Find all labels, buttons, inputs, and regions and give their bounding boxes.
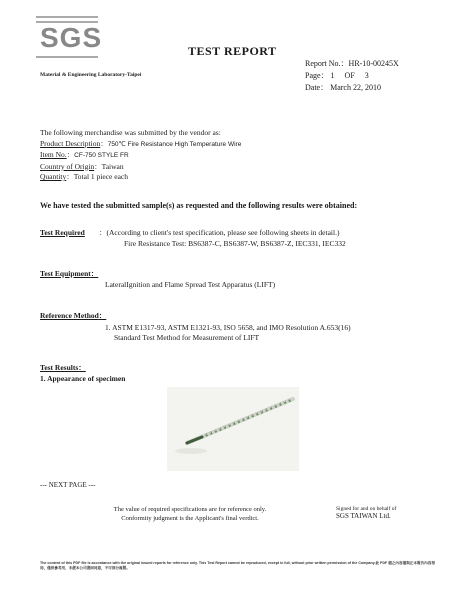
field-item-no: Item No.：CF-750 STYLE FR xyxy=(40,150,129,159)
logo-text: SGS xyxy=(40,22,103,53)
report-number: Report No.：HR-10-00245X xyxy=(305,59,399,68)
test-required-text: ：(According to client's test specification, please see following sheets in detail.) xyxy=(99,228,340,237)
signature-block xyxy=(336,506,396,520)
reference-note-line1: The value of required specifications are for reference only. xyxy=(113,506,267,513)
field-country-of-origin: Country of Origin：Taiwan xyxy=(40,161,124,171)
field-value: Taiwan xyxy=(101,161,124,171)
reference-note xyxy=(90,506,290,523)
field-value: 750℃ Fire Resistance High Temperature Wire xyxy=(107,140,242,148)
report-meta xyxy=(305,58,399,94)
field-quantity: Quantity：Total 1 piece each xyxy=(40,172,128,181)
test-equipment-label: Test Equipment xyxy=(40,269,91,278)
company-name: SGS TAIWAN Ltd. xyxy=(336,512,391,520)
merchandise-info xyxy=(40,128,241,183)
test-results-heading: Test Results： xyxy=(40,363,86,372)
test-equipment-text: LateralIgnition and Flame Spread Test Apparatus (LIFT) xyxy=(105,280,276,289)
wire-specimen-icon xyxy=(167,387,299,471)
sgs-logo xyxy=(36,16,103,60)
page-number: Page： 1 OF 3 xyxy=(305,71,369,80)
field-value: CF-750 STYLE FR xyxy=(74,152,129,159)
field-product-description: Product Description：750℃ Fire Resistance High Temperature Wire xyxy=(40,138,242,148)
test-required-standards: Fire Resistance Test: BS6387-C, BS6387-W, BS6387-Z, IEC331, IEC332 xyxy=(124,239,346,248)
reference-method-line2: Standard Test Method for Measurement of LIFT xyxy=(114,333,260,342)
field-value: Total 1 piece each xyxy=(73,172,128,181)
signed-on-behalf: Signed for and on behalf of xyxy=(336,506,397,512)
test-equipment-heading: Test Equipment： xyxy=(40,269,99,278)
reference-method-heading: Reference Method： xyxy=(40,311,107,320)
field-label: Product Description xyxy=(40,138,101,148)
pdf-disclaimer: The content of this PDF file is accordance with the original issued reports for reference only. This Test Report cannot be reproduced, except in full, without prior written permission of the Company.此 PDF 檔之內容僅與正本報告內容相同，僅供參考用，未經本公司書面同意，不可部分複製。 xyxy=(40,561,435,570)
appearance-of-specimen: 1. Appearance of specimen xyxy=(40,374,126,383)
results-statement: We have tested the submitted sample(s) as requested and the following results were obtained: xyxy=(40,201,358,210)
next-page-marker: --- NEXT PAGE --- xyxy=(40,481,96,489)
field-label: Item No. xyxy=(40,150,67,159)
field-label: Quantity xyxy=(40,172,67,181)
report-date: Date： March 22, 2010 xyxy=(305,83,381,92)
lab-name: Material & Engineering Laboratory-Taipei xyxy=(40,72,142,78)
test-required-heading xyxy=(40,228,85,237)
test-required-note: (According to client's test specification, please see following sheets in detail.) xyxy=(106,228,340,237)
test-required-label: Test Required xyxy=(40,228,85,237)
logo-bar-top xyxy=(36,16,98,18)
logo-bar-bottom xyxy=(36,56,98,58)
test-results-label: Test Results xyxy=(40,363,79,372)
field-label: Country of Origin xyxy=(40,161,95,171)
reference-method-line1: 1. ASTM E1317-93, ASTM E1321-93, ISO 5658, and IMO Resolution A.653(16) xyxy=(105,323,351,332)
intro-line: The following merchandise was submitted by the vendor as: xyxy=(40,128,221,137)
reference-method-label: Reference Method xyxy=(40,311,99,320)
reference-note-line2: Conformity judgment is the Applicant's final verdict. xyxy=(121,514,259,522)
wire-specimen-photo xyxy=(167,387,299,471)
report-title: TEST REPORT xyxy=(188,44,277,58)
